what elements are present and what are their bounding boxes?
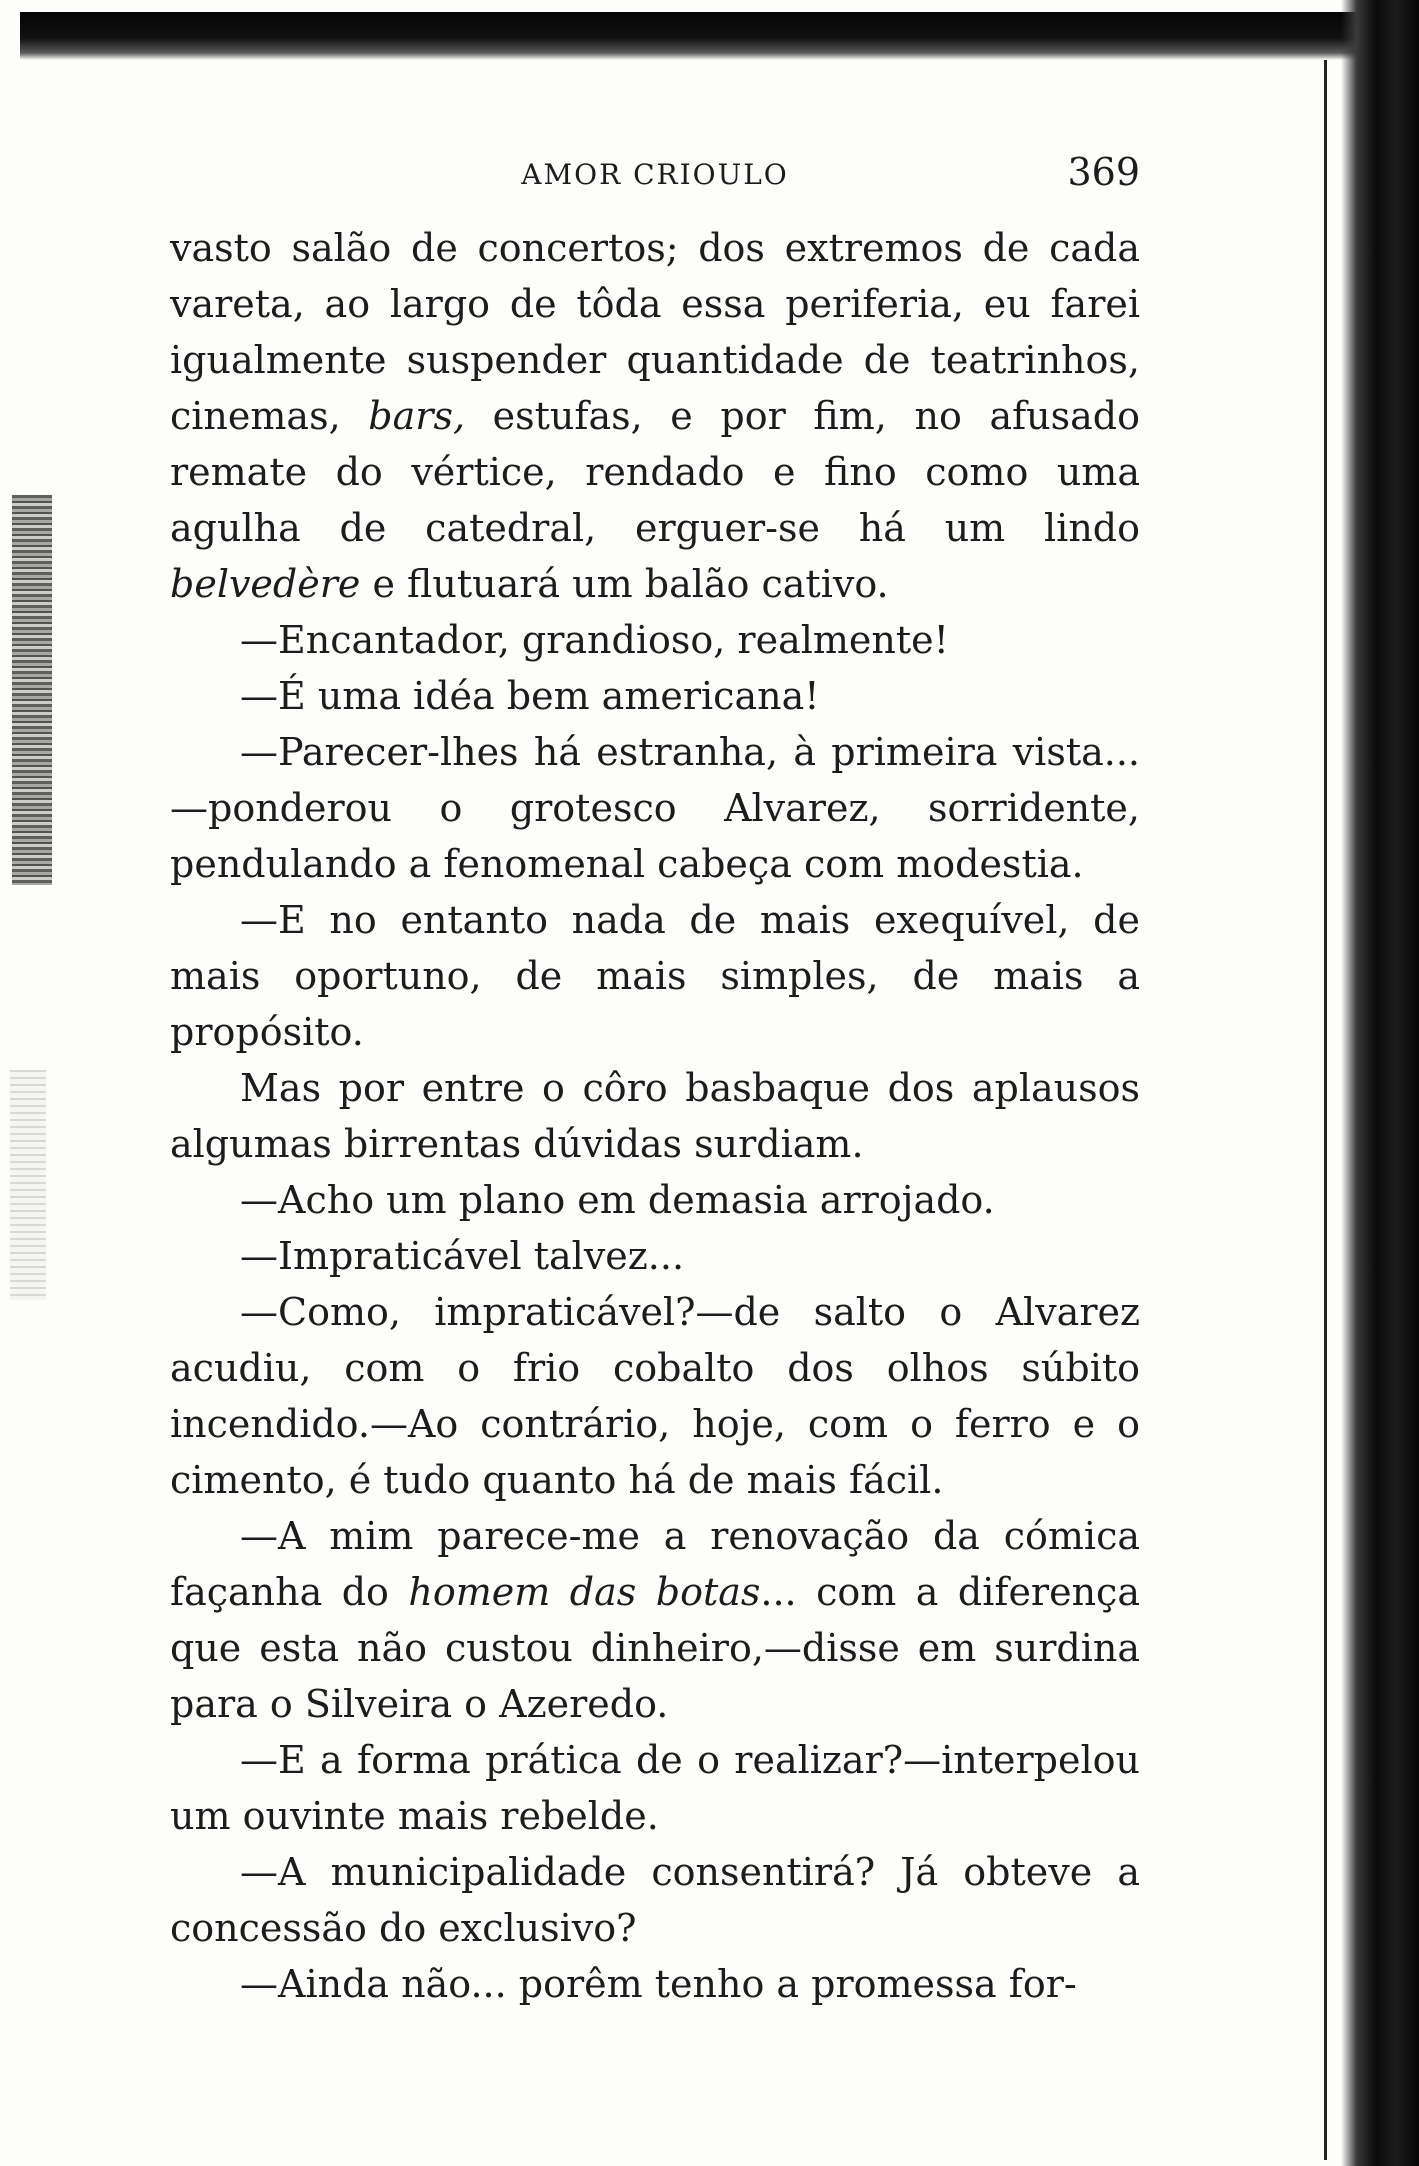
- paragraph: [170, 220, 1140, 612]
- bleed-through-mark: [10, 1070, 46, 1300]
- text-segment: —Acho um plano em demasia arrojado.: [240, 1178, 995, 1222]
- paragraph: [170, 892, 1140, 1060]
- body-text: [170, 220, 1140, 2012]
- text-segment: estufas, e por fim, no afusado remate do vértice, rendado e fino como uma agulha de catedral, erguer-se há um lindo: [170, 394, 1140, 550]
- text-segment: —Encantador, grandioso, realmente!: [240, 618, 949, 662]
- text-segment: —Parecer-lhes há estranha, à primeira vista...—ponderou o grotesco Alvarez, sorridente, pendulando a fenomenal cabeça com modestia.: [170, 730, 1140, 886]
- text-segment: —Impraticável talvez...: [240, 1234, 685, 1278]
- paragraph: [170, 1508, 1140, 1732]
- paragraph: [170, 724, 1140, 892]
- text-segment: —É uma idéa bem americana!: [240, 674, 820, 718]
- text-segment: ... com a diferença que esta não custou dinheiro,—disse em surdina para o Silveira o Azeredo.: [170, 1570, 1140, 1726]
- text-segment: Mas por entre o côro basbaque dos aplausos algumas birrentas dúvidas surdiam.: [170, 1066, 1140, 1166]
- bleed-through-mark: [12, 495, 52, 885]
- text-segment: —Ainda não... porêm tenho a promessa for-: [240, 1962, 1077, 2006]
- scan-top-edge: [20, 12, 1380, 60]
- paragraph: [170, 612, 1140, 668]
- book-binding-edge: [1341, 0, 1419, 2166]
- paragraph: [170, 1844, 1140, 1956]
- italic-text: bars,: [368, 394, 466, 438]
- running-title: AMOR CRIOULO: [521, 158, 789, 191]
- italic-text: belvedère: [170, 562, 361, 606]
- text-segment: —A mim parece-me a renovação da cómica façanha do: [170, 1514, 1140, 1614]
- text-segment: vasto salão de concertos; dos extremos de cada vareta, ao largo de tôda essa periferia, eu farei igualmente suspender quantidade de teatrinhos, cinemas,: [170, 226, 1140, 438]
- paragraph: [170, 1732, 1140, 1844]
- text-segment: —E no entanto nada de mais exequível, de mais oportuno, de mais simples, de mais a propósito.: [170, 898, 1140, 1054]
- text-segment: —E a forma prática de o realizar?—interpelou um ouvinte mais rebelde.: [170, 1738, 1140, 1838]
- paragraph: [170, 1956, 1140, 2012]
- paragraph: [170, 1172, 1140, 1228]
- text-segment: e flutuará um balão cativo.: [360, 562, 889, 606]
- text-segment: —Como, impraticável?—de salto o Alvarez acudiu, com o frio cobalto dos olhos súbito incendido.—Ao contrário, hoje, com o ferro e o cimento, é tudo quanto há de mais fácil.: [170, 1290, 1140, 1502]
- paragraph: [170, 1284, 1140, 1508]
- text-segment: —A municipalidade consentirá? Já obteve a concessão do exclusivo?: [170, 1850, 1140, 1950]
- page-number: 369: [1067, 150, 1140, 194]
- page-header: [170, 150, 1140, 210]
- paragraph: [170, 1060, 1140, 1172]
- paragraph: [170, 1228, 1140, 1284]
- italic-text: homem das botas: [408, 1570, 761, 1614]
- paragraph: [170, 668, 1140, 724]
- book-page: [170, 150, 1140, 2012]
- page-edge-line: [1324, 60, 1327, 2160]
